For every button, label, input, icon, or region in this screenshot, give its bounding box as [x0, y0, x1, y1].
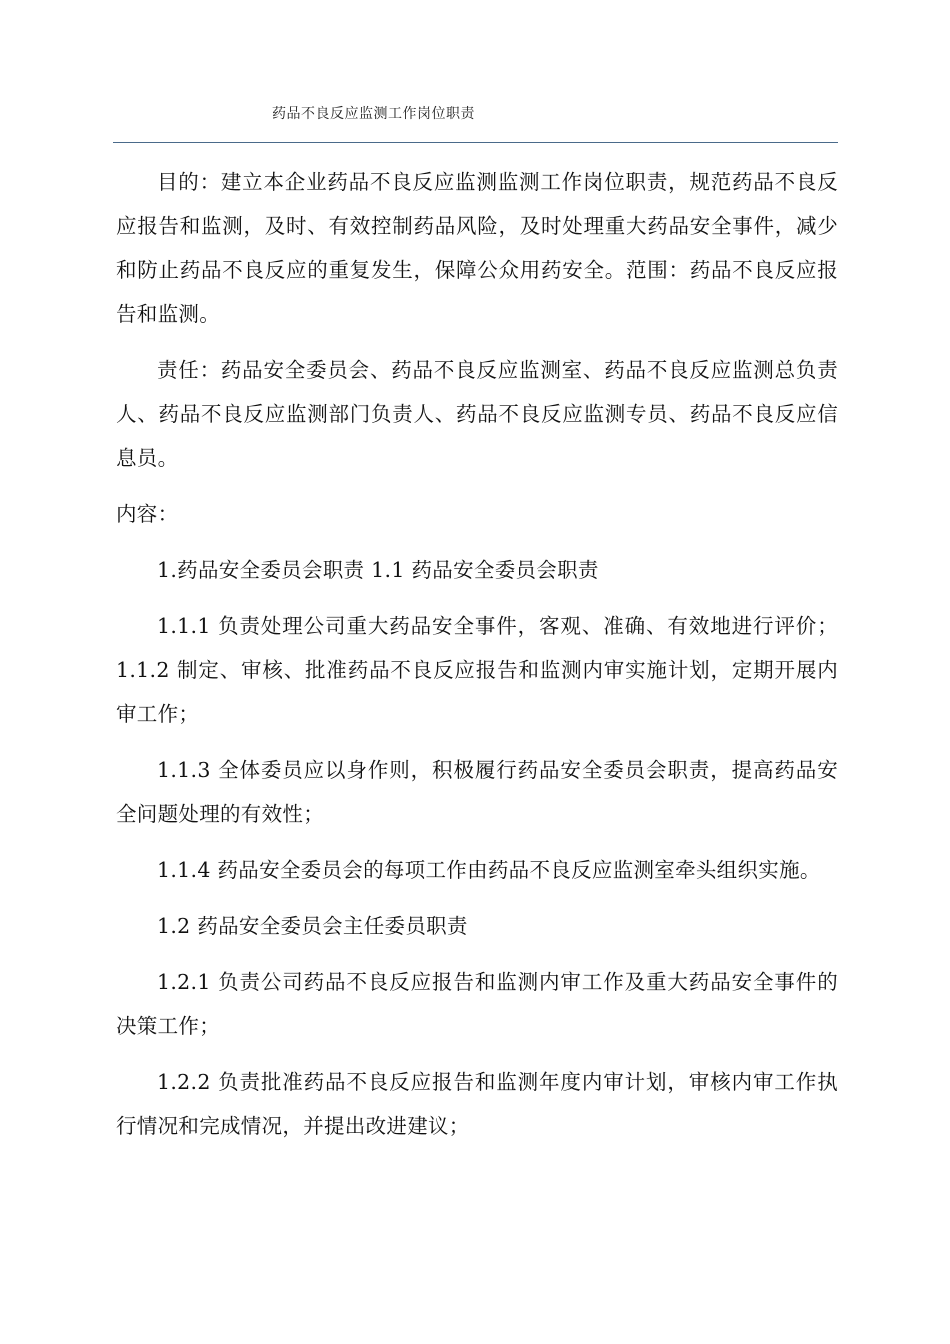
header-divider [113, 142, 838, 143]
paragraph-responsibility: 责任：药品安全委员会、药品不良反应监测室、药品不良反应监测总负责人、药品不良反应监测部门负责人、药品不良反应监测专员、药品不良反应信息员。 [116, 358, 838, 470]
clause-1-2-1: 1.2.1 负责公司药品不良反应报告和监测内审工作及重大药品安全事件的决策工作； [116, 970, 838, 1038]
clause-1-1-4: 1.1.4 药品安全委员会的每项工作由药品不良反应监测室牵头组织实施。 [157, 858, 821, 882]
paragraph-purpose: 目的：建立本企业药品不良反应监测监测工作岗位职责，规范药品不良反应报告和监测，及时、有效控制药品风险，及时处理重大药品安全事件，减少和防止药品不良反应的重复发生，保障公众用药安全。范围：药品不良反应报告和监测。 [116, 170, 838, 326]
clause-1-1-3: 1.1.3 全体委员应以身作则，积极履行药品安全委员会职责，提高药品安全问题处理的有效性； [116, 758, 838, 826]
section-heading-1-2: 1.2 药品安全委员会主任委员职责 [157, 914, 468, 938]
clause-1-2-2: 1.2.2 负责批准药品不良反应报告和监测年度内审计划，审核内审工作执行情况和完成情况，并提出改进建议； [116, 1070, 838, 1138]
clause-1-1-1: 1.1.1 负责处理公司重大药品安全事件，客观、准确、有效地进行评价；1.1.2 制定、审核、批准药品不良反应报告和监测内审实施计划，定期开展内审工作； [116, 614, 838, 726]
section-heading-1: 1.药品安全委员会职责 1.1 药品安全委员会职责 [157, 558, 599, 582]
paragraph-content-heading: 内容： [116, 502, 179, 526]
header-title: 药品不良反应监测工作岗位职责 [272, 106, 475, 122]
document-body [116, 160, 838, 1148]
